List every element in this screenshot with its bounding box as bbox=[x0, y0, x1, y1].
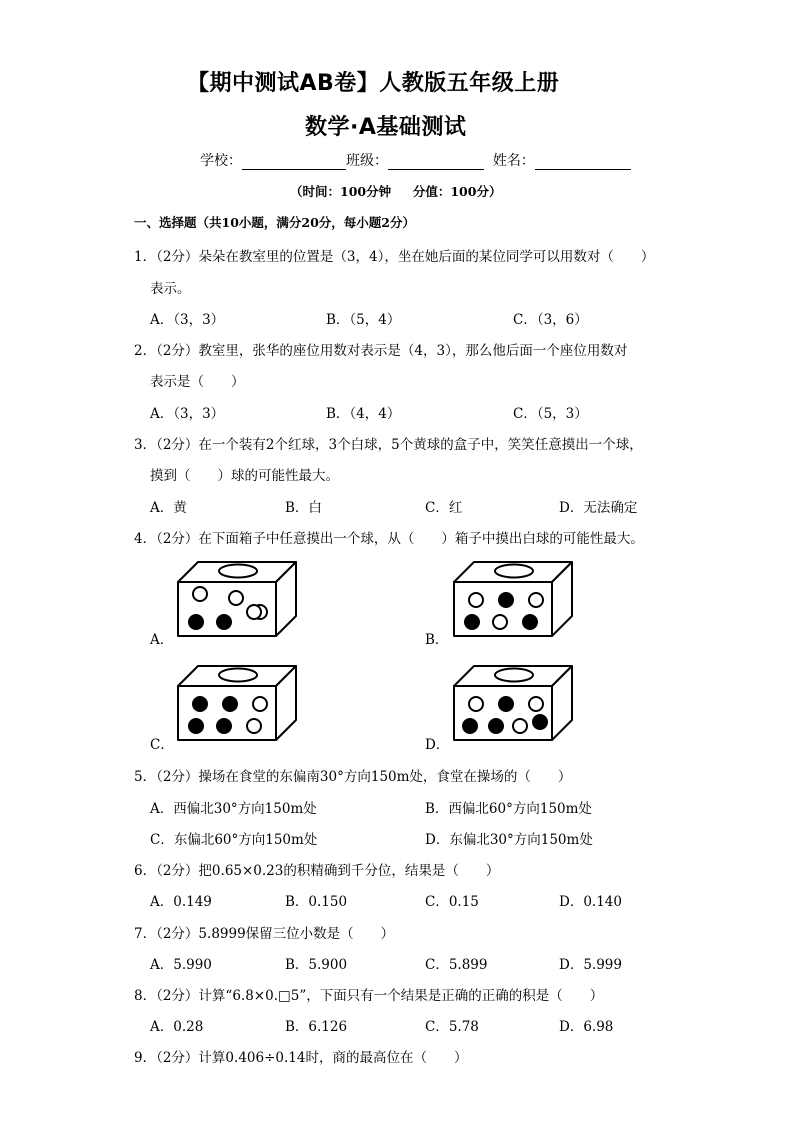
option-1b[interactable]: B．（5，4） bbox=[326, 312, 401, 328]
question-text: （2分）在一个装有2个红球，3个白球，5个黄球的盒子中，笑笑任意摸出一个球， bbox=[156, 437, 643, 453]
option-4a[interactable]: A． bbox=[150, 632, 174, 648]
option-6b[interactable]: B．0.150 bbox=[285, 894, 348, 910]
ball-white bbox=[247, 719, 261, 733]
school-blank[interactable] bbox=[242, 155, 346, 170]
ball-black bbox=[189, 615, 203, 629]
ball-white bbox=[229, 591, 243, 605]
class-blank[interactable] bbox=[388, 155, 484, 170]
name-label: 姓名： bbox=[492, 153, 535, 169]
question-text: （2分）把0.65×0.23的积精确到千分位，结果是（ ） bbox=[156, 863, 500, 879]
option-4c[interactable]: C． bbox=[150, 737, 174, 753]
option-5b[interactable]: B．西偏北60°方向150m处 bbox=[425, 801, 592, 817]
exam-meta: （时间：100分钟 分值：100分） bbox=[290, 184, 502, 199]
option-2b[interactable]: B．（4，4） bbox=[326, 406, 401, 422]
name-blank[interactable] bbox=[535, 155, 631, 170]
question-1-line-2: 表示。 bbox=[150, 281, 191, 297]
ball-black bbox=[217, 615, 231, 629]
ball-box-d bbox=[448, 662, 578, 744]
school-label: 学校： bbox=[200, 153, 242, 169]
ball-black bbox=[463, 719, 477, 733]
ball-white bbox=[469, 593, 483, 607]
option-1a[interactable]: A．（3，3） bbox=[150, 312, 225, 328]
ball-black bbox=[489, 719, 503, 733]
option-8c[interactable]: C．5.78 bbox=[425, 1019, 479, 1035]
question-number: 9． bbox=[134, 1050, 157, 1066]
ball-black bbox=[217, 719, 231, 733]
section-heading: 一、选择题（共10小题，满分20分，每小题2分） bbox=[134, 215, 415, 230]
question-4 bbox=[134, 527, 644, 547]
option-5a[interactable]: A．西偏北30°方向150m处 bbox=[150, 801, 317, 817]
question-6 bbox=[134, 859, 499, 879]
title-line-2: 数学·A基础测试 bbox=[305, 115, 467, 140]
question-text: （2分）操场在食堂的东偏南30°方向150m处，食堂在操场的（ ） bbox=[156, 769, 572, 785]
ball-black bbox=[523, 615, 537, 629]
ball-white bbox=[513, 719, 527, 733]
question-2 bbox=[134, 339, 627, 359]
option-2c[interactable]: C．（5，3） bbox=[513, 406, 588, 422]
ball-white bbox=[469, 697, 483, 711]
question-number: 8． bbox=[134, 988, 157, 1004]
question-number: 2． bbox=[134, 343, 157, 359]
option-3a[interactable]: A．黄 bbox=[150, 500, 187, 516]
ball-white bbox=[529, 593, 543, 607]
ball-white bbox=[253, 697, 267, 711]
question-number: 3． bbox=[134, 437, 157, 453]
option-3c[interactable]: C．红 bbox=[425, 500, 463, 516]
option-7a[interactable]: A．5.990 bbox=[150, 957, 212, 973]
box-opening bbox=[219, 669, 257, 682]
question-9 bbox=[134, 1046, 467, 1066]
ball-white bbox=[193, 587, 207, 601]
option-4b[interactable]: B． bbox=[425, 632, 449, 648]
ball-black bbox=[499, 697, 513, 711]
ball-white bbox=[529, 697, 543, 711]
question-number: 1． bbox=[134, 249, 157, 265]
ball-black bbox=[499, 593, 513, 607]
question-number: 6． bbox=[134, 863, 157, 879]
question-text: （2分）朵朵在教室里的位置是（3，4），坐在她后面的某位同学可以用数对（ ） bbox=[156, 249, 655, 265]
title-line-1: 【期中测试AB卷】人教版五年级上册 bbox=[187, 71, 560, 96]
ball-box-a bbox=[172, 558, 302, 640]
ball-box-b bbox=[448, 558, 578, 640]
question-number: 4． bbox=[134, 531, 157, 547]
question-2-line-2: 表示是（ ） bbox=[150, 374, 245, 390]
ball-black bbox=[533, 715, 547, 729]
question-text: （2分）教室里，张华的座位用数对表示是（4，3），那么他后面一个座位用数对 bbox=[156, 343, 628, 359]
ball-black bbox=[193, 697, 207, 711]
question-number: 5． bbox=[134, 769, 157, 785]
question-number: 7． bbox=[134, 926, 157, 942]
option-3b[interactable]: B．白 bbox=[285, 500, 322, 516]
ball-white bbox=[493, 615, 507, 629]
ball-black bbox=[189, 719, 203, 733]
box-opening bbox=[495, 565, 533, 578]
option-3d[interactable]: D．无法确定 bbox=[559, 500, 638, 516]
question-1 bbox=[134, 245, 654, 265]
option-5d[interactable]: D．东偏北30°方向150m处 bbox=[425, 832, 593, 848]
option-6a[interactable]: A．0.149 bbox=[150, 894, 212, 910]
box-opening bbox=[495, 669, 533, 682]
ball-black bbox=[465, 615, 479, 629]
option-4d[interactable]: D． bbox=[425, 737, 450, 753]
question-7 bbox=[134, 922, 394, 942]
class-label: 班级： bbox=[346, 153, 388, 169]
option-8b[interactable]: B．6.126 bbox=[285, 1019, 348, 1035]
ball-black bbox=[223, 697, 237, 711]
option-7d[interactable]: D．5.999 bbox=[559, 957, 622, 973]
question-8 bbox=[134, 984, 603, 1004]
box-opening bbox=[219, 565, 257, 578]
question-text: （2分）在下面箱子中任意摸出一个球，从（ ）箱子中摸出白球的可能性最大。 bbox=[156, 531, 644, 547]
option-6c[interactable]: C．0.15 bbox=[425, 894, 479, 910]
info-line bbox=[200, 150, 631, 170]
option-6d[interactable]: D．0.140 bbox=[559, 894, 622, 910]
question-text: （2分）计算0.406÷0.14时，商的最高位在（ ） bbox=[156, 1050, 468, 1066]
option-5c[interactable]: C．东偏北60°方向150m处 bbox=[150, 832, 318, 848]
question-5 bbox=[134, 765, 571, 785]
question-3 bbox=[134, 433, 643, 453]
option-8a[interactable]: A．0.28 bbox=[150, 1019, 204, 1035]
option-1c[interactable]: C．（3，6） bbox=[513, 312, 588, 328]
ball-white bbox=[247, 605, 261, 619]
option-7b[interactable]: B．5.900 bbox=[285, 957, 348, 973]
option-2a[interactable]: A．（3，3） bbox=[150, 406, 225, 422]
question-text: （2分）5.8999保留三位小数是（ ） bbox=[156, 926, 395, 942]
option-7c[interactable]: C．5.899 bbox=[425, 957, 488, 973]
question-3-line-2: 摸到（ ）球的可能性最大。 bbox=[150, 468, 339, 484]
option-8d[interactable]: D．6.98 bbox=[559, 1019, 614, 1035]
question-text: （2分）计算“6.8×0.□5”，下面只有一个结果是正确的正确的积是（ ） bbox=[156, 988, 604, 1004]
ball-box-c bbox=[172, 662, 302, 744]
